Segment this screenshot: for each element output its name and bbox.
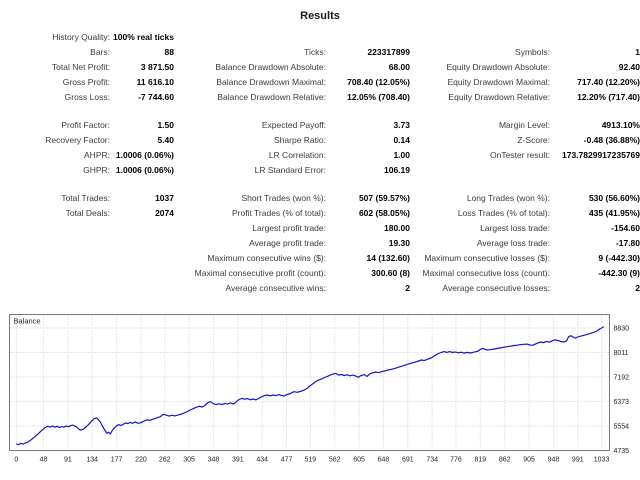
stat-value: 1.0006 (0.06%) (115, 150, 174, 160)
balance-chart (8, 313, 634, 469)
x-tick-label: 220 (135, 456, 147, 464)
stat-value: 173.7829917235769 (562, 150, 640, 160)
stat-label: Expected Payoff: (261, 120, 326, 130)
stat-value: 300.60 (8) (371, 268, 410, 278)
stat-value (110, 251, 174, 266)
stat-label: Equity Drawdown Absolute: (446, 62, 550, 72)
stat-value: 106.19 (384, 165, 410, 175)
stat-value (110, 221, 174, 236)
x-tick-label: 262 (158, 456, 171, 464)
x-tick-label: 991 (571, 456, 584, 464)
x-tick-label: 391 (231, 456, 244, 464)
x-tick-label: 734 (426, 456, 439, 464)
stat-label: History Quality: (52, 32, 110, 42)
stat-label: Total Trades: (61, 193, 110, 203)
stat-value: 717.40 (12.20%) (577, 77, 640, 87)
stat-value: 3.73 (393, 120, 410, 130)
stat-value: 9 (-442.30) (598, 253, 640, 263)
stat-label: GHPR: (83, 165, 110, 175)
stat-label: Equity Drawdown Relative: (448, 92, 550, 102)
x-tick-label: 434 (256, 456, 269, 464)
stat-value: 92.40 (618, 62, 640, 72)
stat-value: 2074 (155, 208, 174, 218)
stat-label: Maximum consecutive losses ($): (424, 253, 550, 263)
stat-label (0, 236, 110, 251)
stat-value: 435 (41.95%) (588, 208, 640, 218)
stat-value (110, 281, 174, 296)
x-tick-label: 348 (207, 456, 220, 464)
stat-value (110, 266, 174, 281)
stat-value: 1.00 (393, 150, 410, 160)
x-tick-label: 691 (401, 456, 414, 464)
stat-value: 223317899 (367, 47, 410, 57)
stats-block-spacer (0, 178, 640, 191)
stat-value: 530 (56.60%) (588, 193, 640, 203)
stat-label: Maximal consecutive loss (count): (422, 268, 550, 278)
stat-value: 5.40 (157, 135, 174, 145)
x-tick-label: 177 (110, 456, 123, 464)
stats-block-spacer (0, 105, 640, 118)
x-tick-label: 477 (280, 456, 293, 464)
x-tick-label: 134 (86, 456, 99, 464)
stat-label: Average loss trade: (476, 238, 550, 248)
stat-label: Bars: (90, 47, 110, 57)
y-tick-label: 6373 (613, 398, 630, 406)
stat-label: Maximal consecutive profit (count): (194, 268, 326, 278)
stat-value: 3 871.50 (140, 62, 174, 72)
y-tick-label: 8011 (613, 349, 629, 357)
stat-label: Total Net Profit: (51, 62, 110, 72)
stat-label: Long Trades (won %): (466, 193, 550, 203)
x-tick-label: 0 (14, 456, 19, 464)
stat-label (0, 251, 110, 266)
stat-value: 12.20% (717.40) (577, 92, 640, 102)
stat-value: 507 (59.57%) (358, 193, 410, 203)
stat-value: 1 (635, 47, 640, 57)
stat-label: Average consecutive wins: (225, 283, 326, 293)
x-tick-label: 305 (183, 456, 195, 464)
stat-label: Recovery Factor: (45, 135, 110, 145)
x-tick-label: 519 (304, 456, 317, 464)
stat-label: Largest loss trade: (480, 223, 550, 233)
stat-value: 68.00 (388, 62, 410, 72)
x-tick-label: 776 (450, 456, 462, 464)
stat-value (550, 163, 640, 178)
stat-label: Z-Score: (517, 135, 550, 145)
stat-value (110, 236, 174, 251)
stat-label (0, 266, 110, 281)
stat-label (174, 30, 326, 45)
x-tick-label: 562 (328, 456, 341, 464)
stat-value: 708.40 (12.05%) (347, 77, 410, 87)
x-tick-label: 862 (498, 456, 511, 464)
stat-value (550, 30, 640, 45)
stat-label (410, 163, 550, 178)
stat-value: 602 (58.05%) (358, 208, 410, 218)
stat-value: 1.0006 (0.06%) (115, 165, 174, 175)
y-tick-label: 7192 (613, 374, 630, 382)
stat-label: Margin Level: (498, 120, 550, 130)
stat-value: 1.50 (157, 120, 174, 130)
page-title: Results (300, 10, 340, 22)
stat-label: Total Deals: (65, 208, 110, 218)
stat-label: Gross Profit: (62, 77, 110, 87)
stat-label: Ticks: (304, 47, 326, 57)
stat-value: 88 (164, 47, 174, 57)
stats-grid (0, 30, 640, 296)
stat-label: Average consecutive losses: (442, 283, 550, 293)
stat-label: Symbols: (515, 47, 550, 57)
stat-label: LR Standard Error: (254, 165, 326, 175)
stat-label: OnTester result: (490, 150, 550, 160)
stat-value: 12.05% (708.40) (347, 92, 410, 102)
stat-value: 180.00 (384, 223, 410, 233)
stat-label: Maximum consecutive wins ($): (207, 253, 326, 263)
stat-value: 100% real ticks (113, 32, 174, 42)
x-tick-label: 905 (523, 456, 535, 464)
x-tick-label: 1033 (593, 456, 610, 464)
x-tick-label: 605 (353, 456, 365, 464)
x-tick-label: 648 (377, 456, 390, 464)
stat-label: Balance Drawdown Relative: (217, 92, 326, 102)
chart-series-label: Balance (13, 316, 41, 326)
stat-value: 4913.10% (601, 120, 640, 130)
stat-label: Balance Drawdown Absolute: (215, 62, 326, 72)
stat-value (326, 30, 410, 45)
stat-label: Equity Drawdown Maximal: (447, 77, 550, 87)
plot-border (10, 315, 610, 451)
y-tick-label: 5554 (613, 423, 630, 431)
stat-label: Short Trades (won %): (241, 193, 326, 203)
stat-value: 2 (635, 283, 640, 293)
stat-label: Gross Loss: (64, 92, 110, 102)
stat-label: Loss Trades (% of total): (457, 208, 550, 218)
y-tick-label: 4735 (613, 448, 630, 455)
stat-label: Balance Drawdown Maximal: (216, 77, 326, 87)
stat-value: 2 (405, 283, 410, 293)
stat-label: Profit Factor: (61, 120, 110, 130)
x-tick-label: 48 (39, 456, 48, 464)
stat-label: Profit Trades (% of total): (231, 208, 326, 218)
stat-value: 11 616.10 (136, 77, 174, 87)
balance-chart-container (8, 313, 634, 474)
stat-label (410, 30, 550, 45)
stat-value: -154.60 (611, 223, 640, 233)
stat-value: 14 (132.60) (366, 253, 410, 263)
stat-label: Average profit trade: (249, 238, 326, 248)
stat-label: AHPR: (84, 150, 110, 160)
stat-value: -0.48 (36.88%) (583, 135, 640, 145)
stat-value: 0.14 (393, 135, 410, 145)
stat-value: 19.30 (388, 238, 410, 248)
stat-label: Largest profit trade: (252, 223, 326, 233)
y-tick-label: 8830 (613, 325, 630, 333)
stat-value: -17.80 (615, 238, 640, 248)
stat-label: Sharpe Ratio: (274, 135, 326, 145)
x-tick-label: 819 (474, 456, 487, 464)
stat-label: LR Correlation: (268, 150, 326, 160)
stat-value: -7 744.60 (138, 92, 174, 102)
stat-value: -442.30 (9) (598, 268, 640, 278)
stat-value: 1037 (155, 193, 174, 203)
x-tick-label: 91 (63, 456, 72, 464)
stat-label (0, 281, 110, 296)
x-tick-label: 948 (547, 456, 560, 464)
stat-label (0, 221, 110, 236)
